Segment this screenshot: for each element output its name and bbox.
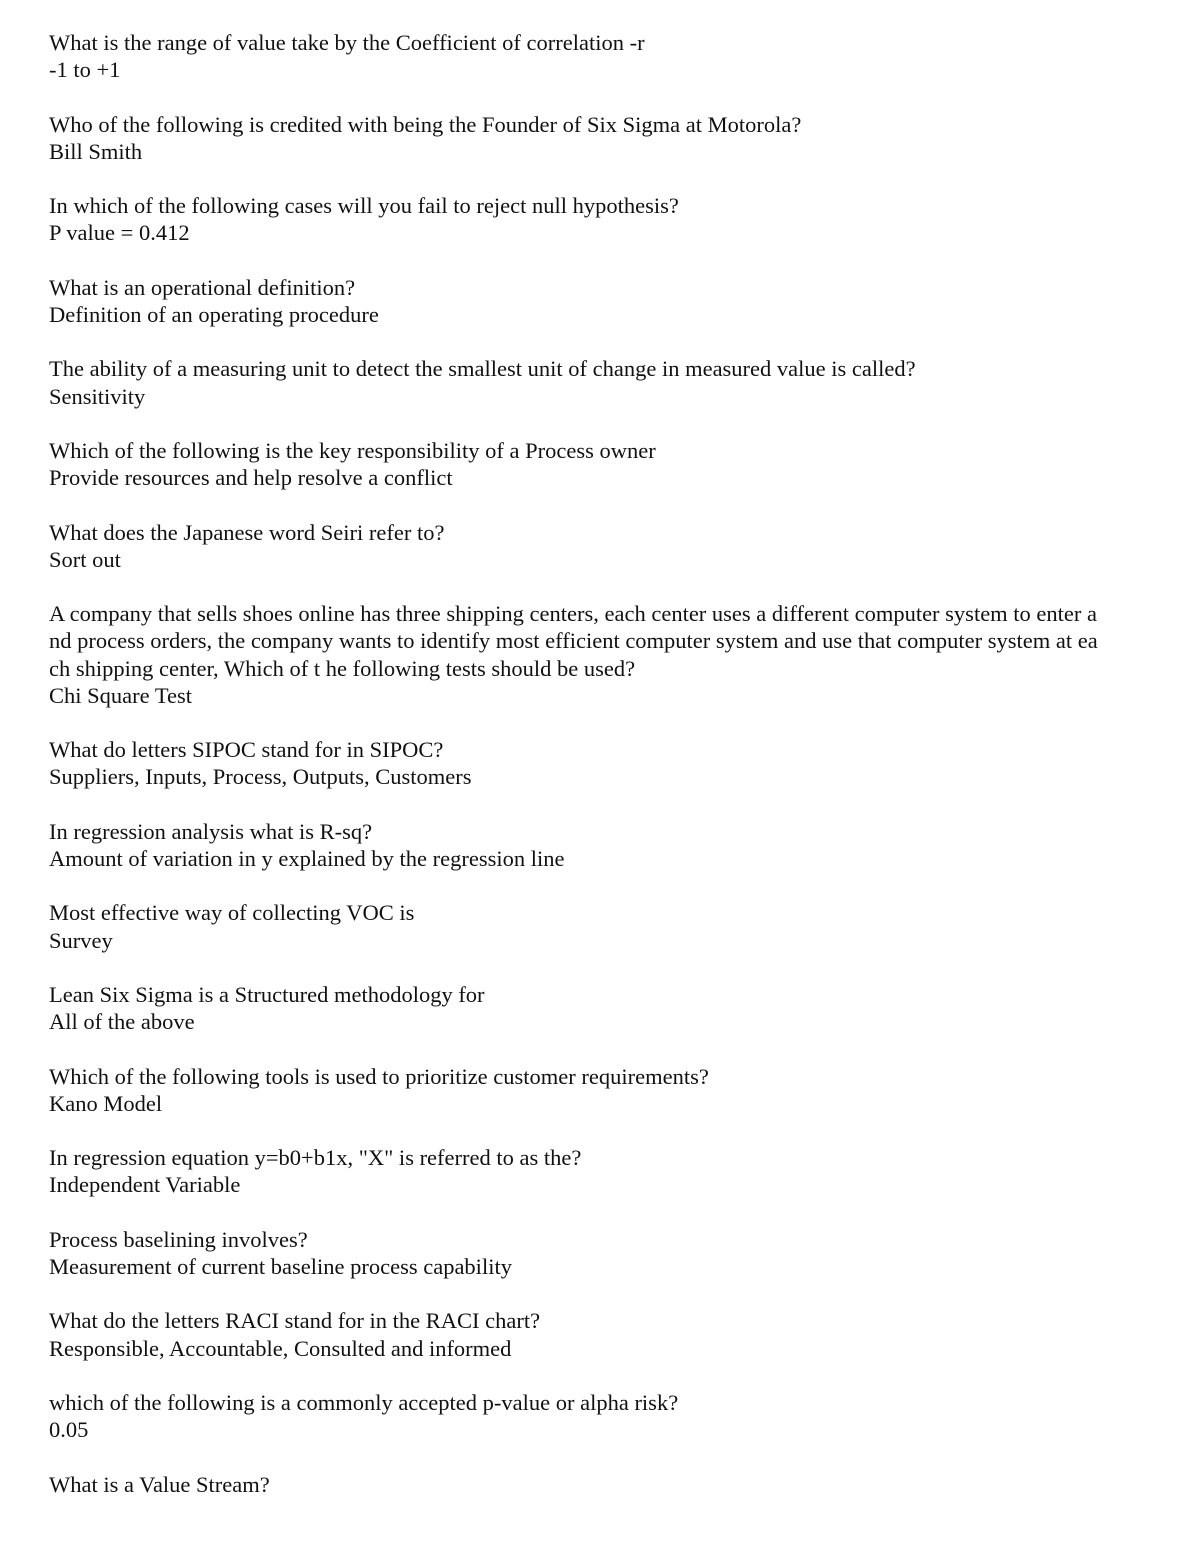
qa-item [49,519,1159,573]
answer-text: Independent Variable [49,1172,241,1198]
answer-text: Suppliers, Inputs, Process, Outputs, Customers [49,764,472,790]
answer-text: Sort out [49,546,121,572]
answer-text: Survey [49,927,113,953]
question-text: Lean Six Sigma is a Structured methodology for [49,981,485,1007]
answer-text: Responsible, Accountable, Consulted and informed [49,1335,512,1361]
answer-text: All of the above [49,1009,195,1035]
qa-item [49,1307,1159,1361]
question-text: Most effective way of collecting VOC is [49,900,415,926]
answer-text: Chi Square Test [49,682,192,708]
answer-text: Sensitivity [49,383,146,409]
question-text: What do the letters RACI stand for in the RACI chart? [49,1308,541,1334]
question-text: What is a Value Stream? [49,1471,270,1497]
question-text: Which of the following tools is used to prioritize customer requirements? [49,1063,709,1089]
document-page [49,29,1159,1525]
question-text: ch shipping center, Which of t he following tests should be used? [49,655,636,681]
question-text: which of the following is a commonly accepted p-value or alpha risk? [49,1389,679,1415]
answer-text: P value = 0.412 [49,220,190,246]
answer-text: Bill Smith [49,138,143,164]
qa-item [49,1144,1159,1198]
qa-item [49,1471,1159,1498]
question-text: In regression equation y=b0+b1x, "X" is referred to as the? [49,1145,582,1171]
qa-item [49,1226,1159,1280]
qa-item [49,274,1159,328]
answer-text: Amount of variation in y explained by the regression line [49,845,565,871]
answer-text: Provide resources and help resolve a conflict [49,465,453,491]
answer-text: -1 to +1 [49,57,121,83]
qa-item [49,111,1159,165]
answer-text: 0.05 [49,1417,89,1443]
question-text: Which of the following is the key responsibility of a Process owner [49,437,656,463]
qa-item [49,29,1159,83]
question-text: Who of the following is credited with being the Founder of Six Sigma at Motorola? [49,111,802,137]
question-text: Process baselining involves? [49,1226,308,1252]
qa-item [49,1389,1159,1443]
question-text: What does the Japanese word Seiri refer to? [49,519,445,545]
question-text: What is an operational definition? [49,274,356,300]
question-text: nd process orders, the company wants to identify most efficient computer system and use that computer system at ea [49,628,1098,654]
question-text: What is the range of value take by the Coefficient of correlation -r [49,30,645,55]
qa-item [49,1063,1159,1117]
qa-item [49,899,1159,953]
qa-item [49,600,1159,709]
question-text: In which of the following cases will you fail to reject null hypothesis? [49,193,679,219]
question-text: In regression analysis what is R-sq? [49,818,373,844]
qa-item [49,355,1159,409]
qa-item [49,818,1159,872]
answer-text: Measurement of current baseline process capability [49,1253,512,1279]
qa-item [49,736,1159,790]
answer-text: Definition of an operating procedure [49,301,379,327]
answer-text: Kano Model [49,1090,163,1116]
qa-item [49,192,1159,246]
question-text: The ability of a measuring unit to detect the smallest unit of change in measured value is called? [49,356,916,382]
question-text: What do letters SIPOC stand for in SIPOC? [49,737,444,763]
question-text: A company that sells shoes online has three shipping centers, each center uses a different computer system to enter a [49,601,1098,627]
qa-item [49,981,1159,1035]
qa-item [49,437,1159,491]
